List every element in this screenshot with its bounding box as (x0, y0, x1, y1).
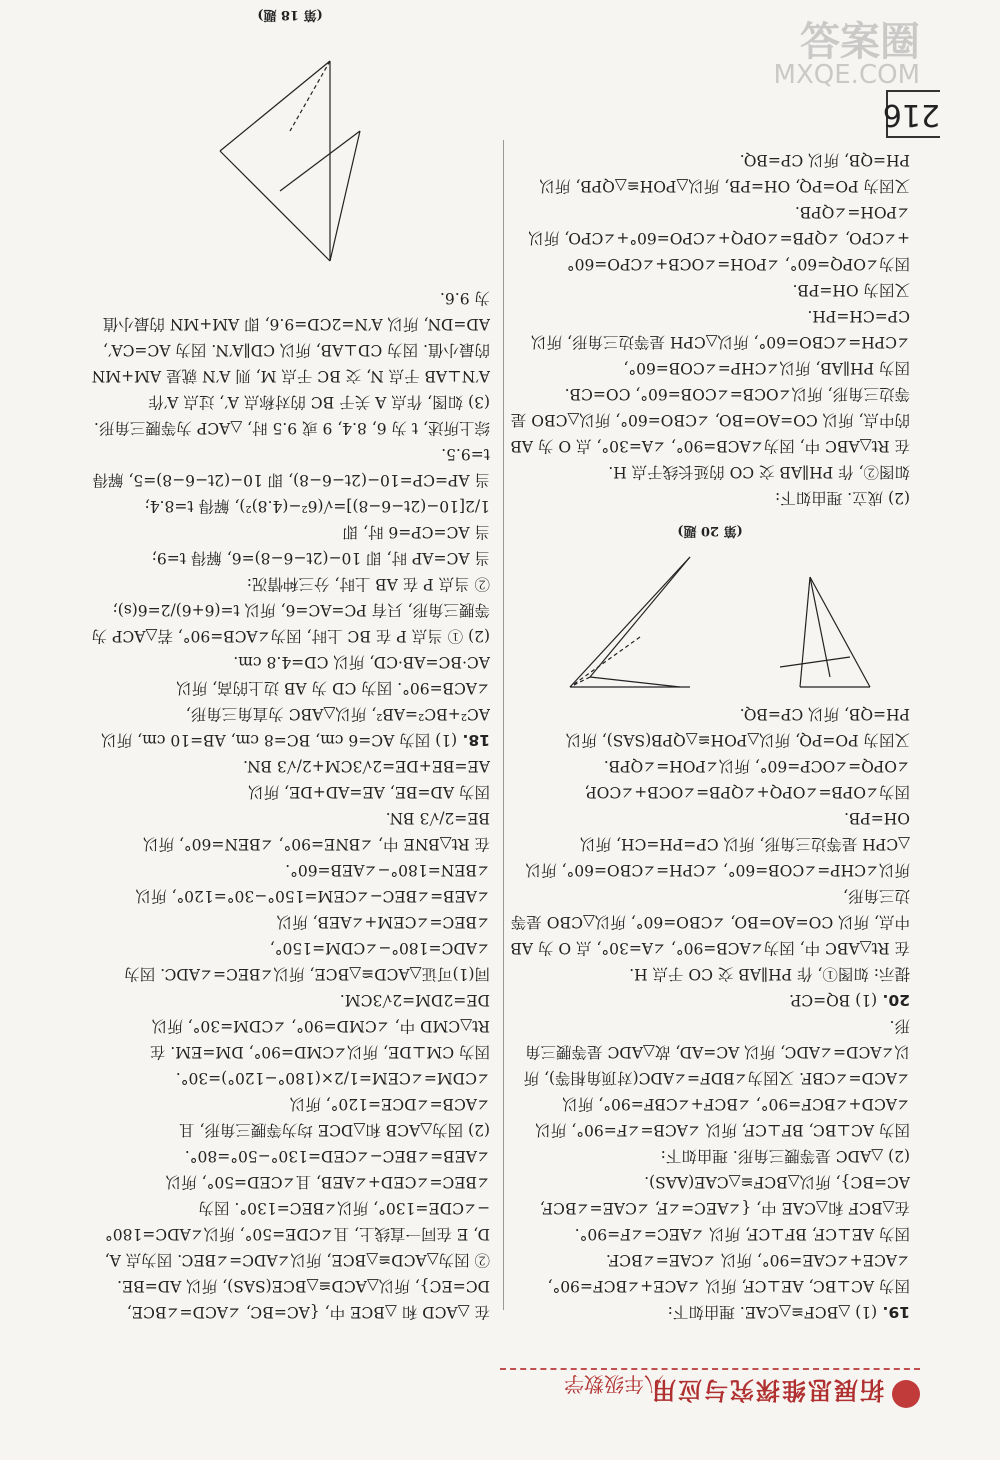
solution-line (90, 493, 490, 545)
solution-line (510, 147, 910, 199)
book-logo-icon (892, 1380, 920, 1408)
solution-line (510, 485, 910, 511)
figure (90, 31, 490, 281)
solution-line (90, 1143, 490, 1273)
solution-text: ② 因为△ACD≌△BCE, 所以∠ADC=∠BEC. 因为点 A, D, E 在同一直线上, 且∠CDE=50°, 所以∠ADC=180°−∠CDE=130°, 所以∠BEC=130°. 因为∠BEC=∠CED+∠AEB, 且∠CED=50°, 所以∠AEB=∠BEC−∠CED=130°−50°=80°. (99, 1147, 490, 1269)
page-number: 216 (886, 90, 940, 138)
fig20-segment (800, 577, 810, 687)
solution-line (510, 753, 910, 805)
solution-line (510, 1247, 910, 1273)
solution-text: (2) 成立. 理由如下: (775, 489, 910, 507)
solution-line (505, 883, 910, 961)
solution-text: 在△BCF 和△CAE 中, {∠AEC=∠F, ∠CAE=∠BCF, AC=BC}, 所以△BCF≌△CAE(AAS). (534, 1173, 910, 1217)
solution-text: 因为 CM⊥DE, 所以∠CMD=90°, DM=EM. 在 Rt△CMD 中, ∠CMD=90°, ∠CDM=30°, 所以 DE=2DM=2√3CM. (144, 991, 490, 1061)
solution-text: 当 AP=CP=10−(2t−6−8), 即 10−(2t−6−8)=5, 解得 t=9.5. (87, 445, 490, 489)
figure-20-diagram (530, 547, 890, 697)
solution-text: 同(1)可证△ACD≌△BCE, 所以∠BEC=∠ADC. 因为∠ADC=180°−∠CDM=150°, ∠BEC=∠CEM+∠AEB, 所以∠AEB=∠BEC−∠CEM=150°−30°=120°, 所以∠BEN=180°−∠AEB=60°. (124, 861, 490, 983)
fig20-segment (590, 677, 680, 687)
solution-text: 又因为 PO=PQ, 所以△POH≌△QPB(SAS), 所以 PH=QB, 所以 CP=BQ. (560, 705, 910, 749)
fig20-segment (570, 637, 640, 687)
solution-line (90, 415, 490, 441)
solution-text: 因为 AE⊥CF, BF⊥CF, 所以 ∠AEC=∠F=90°. (574, 1225, 910, 1243)
solution-line (86, 285, 490, 415)
solution-line (510, 1273, 910, 1299)
figure (510, 547, 910, 697)
solution-line (510, 1221, 910, 1247)
solution-line (90, 805, 490, 857)
solution-line (90, 753, 490, 805)
watermark-site: MXQE.COM (773, 60, 920, 90)
solution-text: (1) 因为 AC=6 cm, BC=8 cm, AB=10 cm, 所以 AC²+BC²=AB², 所以△ABC 为直角三角形, ∠ACB=90°. 因为 CD 为 AB 边上的高, 所以 AC·BC=AB·CD, 所以 CD=4.8 cm. (96, 653, 490, 749)
solution-text: 在 Rt△ABC 中, 因为∠ACB=90°, ∠A=30°, 点 O 为 AB 的中点, 所以 CO=AO=BO, ∠CBO=60°, 所以△CBO 是等边三角形, 所以∠OCB=∠COB=60°, CO=CB. (505, 385, 910, 455)
solution-text: (2) 因为△ACB 和△DCE 均为等腰三角形, 且∠ACB=∠DCE=120°, 所以∠CDM=∠CEM=1/2×(180°−120°)=30°. (175, 1069, 490, 1139)
solution-line (90, 1273, 490, 1325)
solution-line (90, 571, 490, 597)
solution-line (510, 961, 910, 987)
solution-line (510, 1169, 910, 1221)
solution-line (90, 1065, 490, 1143)
solution-text: 因为 AC⊥BC, BF⊥CF, 所以 ∠ACB=∠F=90°, 所以 ∠ACD+∠BCF=90°, ∠BCF+∠CBF=90°, 所以 ∠ACD=∠CBF. 又因为∠BDF=∠ADC(对顶角相等), 所以∠ACD=∠ADC, 所以 AC=AD, 故△ADC 是等腰三角形. (523, 1017, 910, 1139)
solution-line (510, 1299, 910, 1325)
solution-line (510, 805, 910, 883)
watermark-logo: 答案圈 (800, 19, 920, 65)
fig20-segment (810, 577, 870, 687)
solution-text: 提示: 如图①, 作 PH∥AB 交 CO 于点 H. (629, 965, 910, 983)
solution-text: 因为∠OPB=∠OPQ+∠QPB=∠OCB+∠COP, ∠OPQ=∠OCP=60°, 所以∠POH=∠QPB. (579, 757, 910, 801)
column-divider (503, 140, 504, 1310)
fig18-segment (220, 61, 330, 151)
solution-text: 因为 AD=BE, AE=AD+DE, 所以 AE=BE+DE=2√3CM+2/√3 BN. (243, 757, 490, 801)
solution-line (510, 199, 910, 277)
grade-label: 八年级数学 (564, 1372, 664, 1396)
question-number: 20. (877, 991, 910, 1009)
solution-line (510, 1013, 910, 1143)
fig20-segment (590, 557, 690, 677)
solution-line (510, 1143, 910, 1169)
right-column (86, 0, 490, 1325)
solution-text: ② 当点 P 在 AB 上时, 分三种情况: (246, 575, 490, 593)
solution-line (87, 441, 490, 493)
solution-line (510, 303, 910, 381)
left-column (505, 147, 910, 1325)
solution-text: 因为 PH∥AB, 所以∠CHP=∠COB=60°, ∠CPH=∠CBO=60°, 所以△CPH 是等边三角形, 所以 CP=CH=PH. (526, 307, 910, 377)
solution-line (90, 649, 490, 753)
solution-line (510, 987, 910, 1013)
page-header (80, 1360, 920, 1420)
solution-text: 在 Rt△ABC 中, 因为∠ACB=90°, ∠A=30°, 点 O 为 AB 中点, 所以 CO=AO=BO, ∠CBO=60°, 所以△CBO 是等边三角形, (505, 887, 910, 957)
solution-text: 在 Rt△BNE 中, ∠BNE=90°, ∠BEN=60°, 所以 BE=2/√3 BN. (138, 809, 490, 853)
fig18-segment (290, 61, 330, 131)
solution-text: (3) 如图, 作点 A 关于 BC 的对称点 A′, 过点 A′作 A′N⊥AB 于点 N, 交 BC 于点 M, 则 A′N 就是 AM+MN 的最小值. 因为 CD⊥AB, 所以 CD∥A′N. 因为 AC=CA′, AD=DN, 所以 A′N=2CD=9.6, 即 AM+MN 的最小值为 9.6. (86, 289, 490, 411)
question-number: 19. (877, 1303, 910, 1321)
solution-line (505, 381, 910, 459)
solution-line (90, 987, 490, 1065)
solution-text: (2) ① 当点 P 在 BC 上时, 因为∠ACB=90°, 若△ACP 为等腰三角形, 只有 PC=AC=6, 所以 t=(6+6)/2=6(s); (91, 601, 490, 645)
solution-text: 综上所述, t 为 6, 8.4, 9 或 9.5 时, △ACP 为等腰三角形. (93, 419, 490, 437)
solution-text: 当 AC=CP=6 时, 即 1/2[10−(2t−6−8)]=√(6²−(4.8)²), 解得 t=8.4; (144, 497, 490, 541)
fig18-segment (220, 151, 330, 261)
solution-line (510, 277, 910, 303)
header-divider (500, 1368, 920, 1370)
fig20-segment (570, 677, 590, 687)
figure-caption: (第 18 题) (257, 7, 323, 22)
solution-text: (1) △BCF≌△CAE. 理由如下: (667, 1303, 878, 1321)
solution-line (510, 459, 910, 485)
question-number: 18. (457, 731, 490, 749)
figure-18-diagram (190, 31, 390, 281)
solution-text: (2) △ADC 是等腰三角形. 理由如下: (660, 1147, 910, 1165)
solution-text: 如图②, 作 PH∥AB 交 CO 的延长线于点 H. (608, 463, 910, 481)
figure-caption: (第 20 题) (677, 523, 743, 538)
solution-line (90, 857, 490, 987)
solution-text: 又因为 OH=PB. (792, 281, 910, 299)
solution-text: 在 △ACD 和 △BCE 中, {AC=BC, ∠ACD=∠BCE, DC=EC}, 所以△ACD≌△BCE(SAS), 所以 AD=BE. (117, 1277, 490, 1321)
solution-line (90, 597, 490, 649)
solution-text: ∠ACE+∠CAE=90°, 所以 ∠CAE=∠BCF. (605, 1251, 910, 1269)
solution-text: 因为∠OPQ=60°, ∠POH=∠OCB+∠CPO=60°+∠CPO, ∠QPB=∠OPQ+∠CPO=60°+∠CPO, 所以∠POH=∠QPB. (528, 203, 910, 273)
solution-text: (1) BQ=CP. (789, 991, 878, 1009)
solution-text: 又因为 PO=PQ, OH=PB, 所以△POH≌△QPB, 所以 PH=QB, 所以 CP=BQ. (534, 151, 910, 195)
fig20-segment (570, 557, 690, 687)
book-title: 拓展思维探究与应用 (650, 1376, 884, 1404)
solution-line (510, 701, 910, 753)
solution-text: 所以∠CHP=∠COB=60°, ∠CPH=∠CBO=60°, 所以△CPH 是等边三角形, 所以 CP=PH=CH, 所以 OH=PB. (525, 809, 910, 879)
fig20-segment (780, 657, 850, 667)
solution-line (90, 545, 490, 571)
solution-text: 因为 AC⊥BC, AE⊥CF, 所以 ∠ACE+∠BCF=90°, (547, 1277, 910, 1295)
solution-text: 当 AC=AP 时, 即 10−(2t−6−8)=6, 解得 t=9; (151, 549, 490, 567)
